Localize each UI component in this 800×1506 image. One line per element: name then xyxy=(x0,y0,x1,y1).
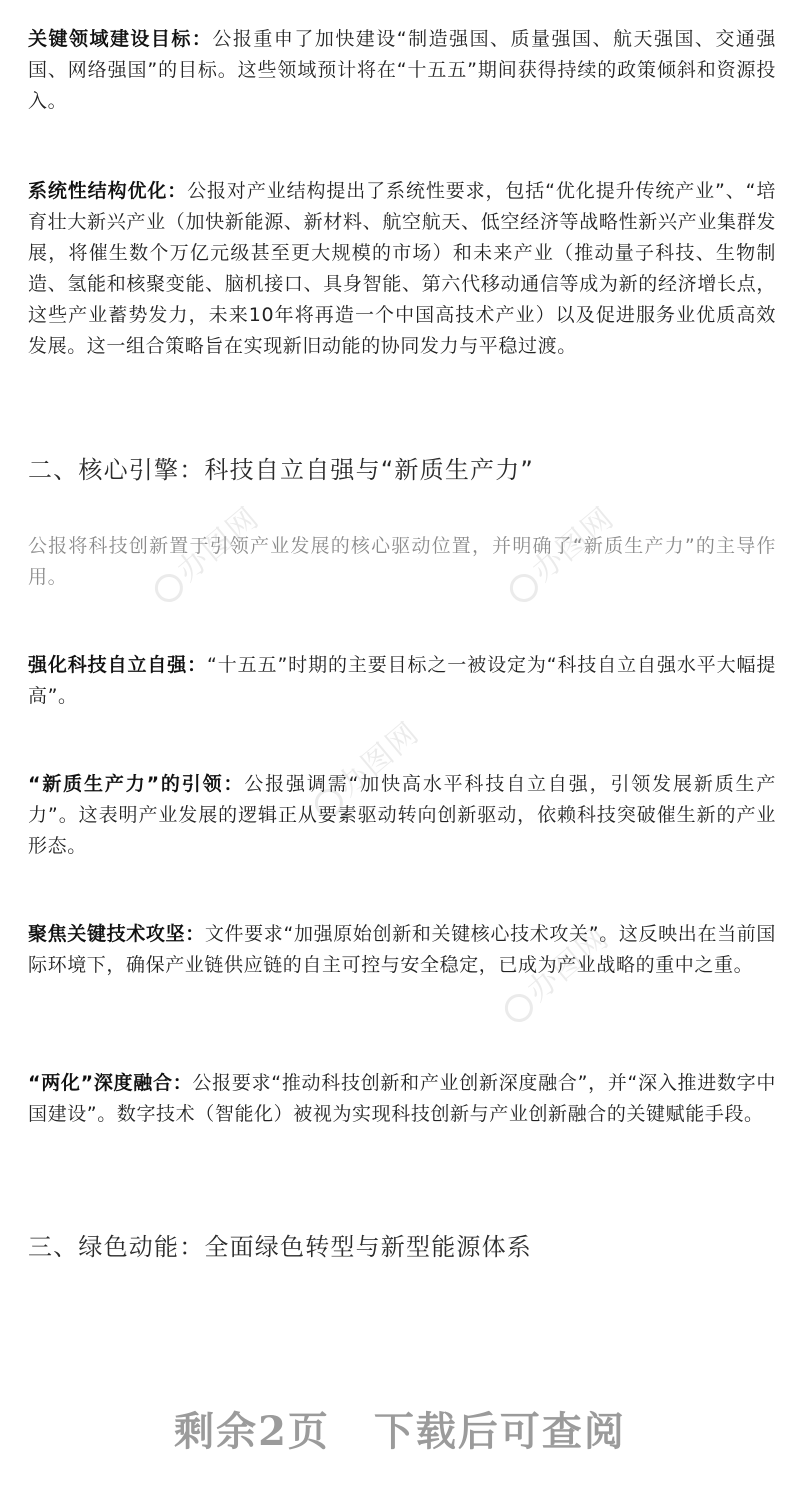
section-intro-2: 公报将科技创新置于引领产业发展的核心驱动位置，并明确了“新质生产力”的主导作用。 xyxy=(28,535,776,588)
watermark: 办图网 xyxy=(491,914,617,1030)
download-prompt-banner[interactable] xyxy=(0,1402,800,1462)
download-to-view-text: 下载后可查阅 xyxy=(373,1408,626,1455)
paragraph-text: 公报重申了加快建设“制造强国、质量强国、航天强国、交通强国、网络强国”的目标。这些领域预计将在“十五五”期间获得持续的政策倾斜和资源投入。 xyxy=(28,28,776,112)
paragraph-text: 公报要求“推动科技创新和产业创新深度融合”，并“深入推进数字中国建设”。数字技术（智能化）被视为实现科技创新与产业创新融合的关键赋能手段。 xyxy=(28,1072,777,1125)
watermark: 办图网 xyxy=(496,494,622,610)
paragraph-lead: 关键领域建设目标： xyxy=(28,28,213,50)
paragraph-lead: “新质生产力”的引领： xyxy=(28,773,245,795)
paragraph-new-productivity xyxy=(28,769,776,862)
watermark: 办图网 xyxy=(141,494,267,610)
section-heading-3: 三、绿色动能：全面绿色转型与新型能源体系 xyxy=(28,1233,532,1261)
remaining-pages-text: 剩余2页 xyxy=(174,1408,330,1455)
paragraph-lead: “两化”深度融合： xyxy=(28,1072,193,1094)
paragraph-lead: 聚焦关键技术攻坚： xyxy=(28,923,205,945)
paragraph-key-technologies xyxy=(28,919,776,981)
paragraph-text: 文件要求“加强原始创新和关键核心技术攻关”。这反映出在当前国际环境下，确保产业链供应链的自主可控与安全稳定，已成为产业战略的重中之重。 xyxy=(28,923,776,976)
paragraph-tech-self-reliance xyxy=(28,650,776,712)
paragraph-two-integration xyxy=(28,1068,776,1130)
paragraph-key-areas xyxy=(28,24,776,117)
paragraph-text: 公报对产业结构提出了系统性要求，包括“优化提升传统产业”、“培育壮大新兴产业（加快新能源、新材料、航空航天、低空经济等战略性新兴产业集群发展，将催生数个万亿元级甚至更大规模的市场）和未来产业（推动量子科技、生物制造、氢能和核聚变能、脑机接口、具身智能、第六代移动通信等成为新的经济增长点，这些产业蓄势发力，未来10年将再造一个中国高技术产业）以及促进服务业优质高效发展。这一组合策略旨在实现新旧动能的协同发力与平稳过渡。 xyxy=(28,180,776,357)
section-heading-2: 二、核心引擎：科技自立自强与“新质生产力” xyxy=(28,456,535,484)
paragraph-lead: 系统性结构优化： xyxy=(28,180,188,202)
paragraph-lead: 强化科技自立自强： xyxy=(28,654,208,676)
paragraph-structural-optimization xyxy=(28,176,776,362)
paragraph-text: “十五五”时期的主要目标之一被设定为“科技自立自强水平大幅提高”。 xyxy=(28,654,777,707)
watermark: 办图网 xyxy=(301,709,427,825)
paragraph-text: 公报强调需“加快高水平科技自立自强，引领发展新质生产力”。这表明产业发展的逻辑正从要素驱动转向创新驱动，依赖科技突破催生新的产业形态。 xyxy=(28,773,777,857)
